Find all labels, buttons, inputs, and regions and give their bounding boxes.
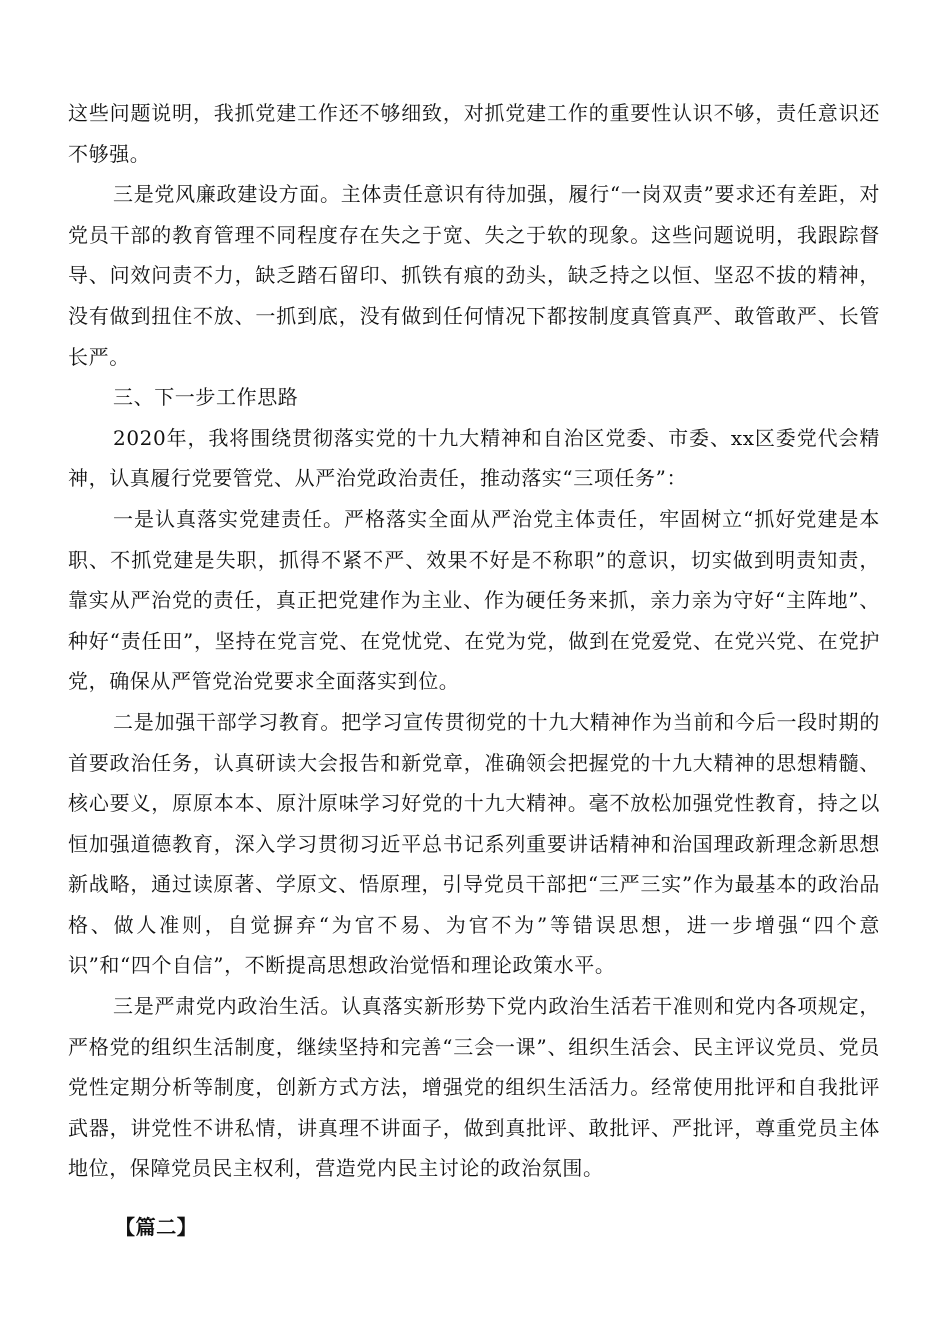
section-label-part-two: 【篇二】 [115,1215,198,1240]
paragraph-problem-summary: 这些问题说明，我抓党建工作还不够细致，对抓党建工作的重要性认识不够，责任意识还不够强。 [68,101,880,166]
document-page [68,93,880,1248]
paragraph-political-life: 三是严肃党内政治生活。认真落实新形势下党内政治生活若干准则和党内各项规定，严格党的组织生活制度，继续坚持和完善“三会一课”、组织生活会、民主评议党员、党员党性定期分析等制度，创新方式方法，增强党的组织生活活力。经常使用批评和自我批评武器，讲党性不讲私情，讲真理不讲面子，做到真批评、敢批评、严批评，尊重党员主体地位，保障党员民主权利，营造党内民主讨论的政治氛围。 [68,994,880,1181]
section-heading-next-steps: 三、下一步工作思路 [113,385,299,410]
paragraph-cadre-education: 二是加强干部学习教育。把学习宣传贯彻党的十九大精神作为当前和今后一段时期的首要政治任务，认真研读大会报告和新党章，准确领会把握党的十九大精神的思想精髓、核心要义，原原本本、原汁原味学习好党的十九大精神。毫不放松加强党性教育，持之以恒加强道德教育，深入学习贯彻习近平总书记系列重要讲话精神和治国理政新理念新思想新战略，通过读原著、学原文、悟原理，引导党员干部把“三严三实”作为最基本的政治品格、做人准则，自觉摒弃“为官不易、为官不为”等错误思想，进一步增强“四个意识”和“四个自信”，不断提高思想政治觉悟和理论政策水平。 [68,709,880,978]
paragraph-party-conduct: 三是党风廉政建设方面。主体责任意识有待加强，履行“一岗双责”要求还有差距，对党员干部的教育管理不同程度存在失之于宽、失之于软的现象。这些问题说明，我跟踪督导、问效问责不力，缺乏踏石留印、抓铁有痕的劲头，缺乏持之以恒、坚忍不拔的精神，没有做到扭住不放、一抓到底，没有做到任何情况下都按制度真管真严、敢管敢严、长管长严。 [68,182,880,369]
paragraph-party-building-responsibility: 一是认真落实党建责任。严格落实全面从严治党主体责任，牢固树立“抓好党建是本职、不抓党建是失职，抓得不紧不严、效果不好是不称职”的意识，切实做到明责知责，靠实从严治党的责任，真正把党建作为主业、作为硬任务来抓，亲力亲为守好“主阵地”、种好“责任田”，坚持在党言党、在党忧党、在党为党，做到在党爱党、在党兴党、在党护党，确保从严管党治党要求全面落实到位。 [68,506,880,694]
paragraph-2020-plan: 2020年，我将围绕贯彻落实党的十九大精神和自治区党委、市委、xx区委党代会精神，认真履行党要管党、从严治党政治责任，推动落实“三项任务”： [68,425,880,491]
